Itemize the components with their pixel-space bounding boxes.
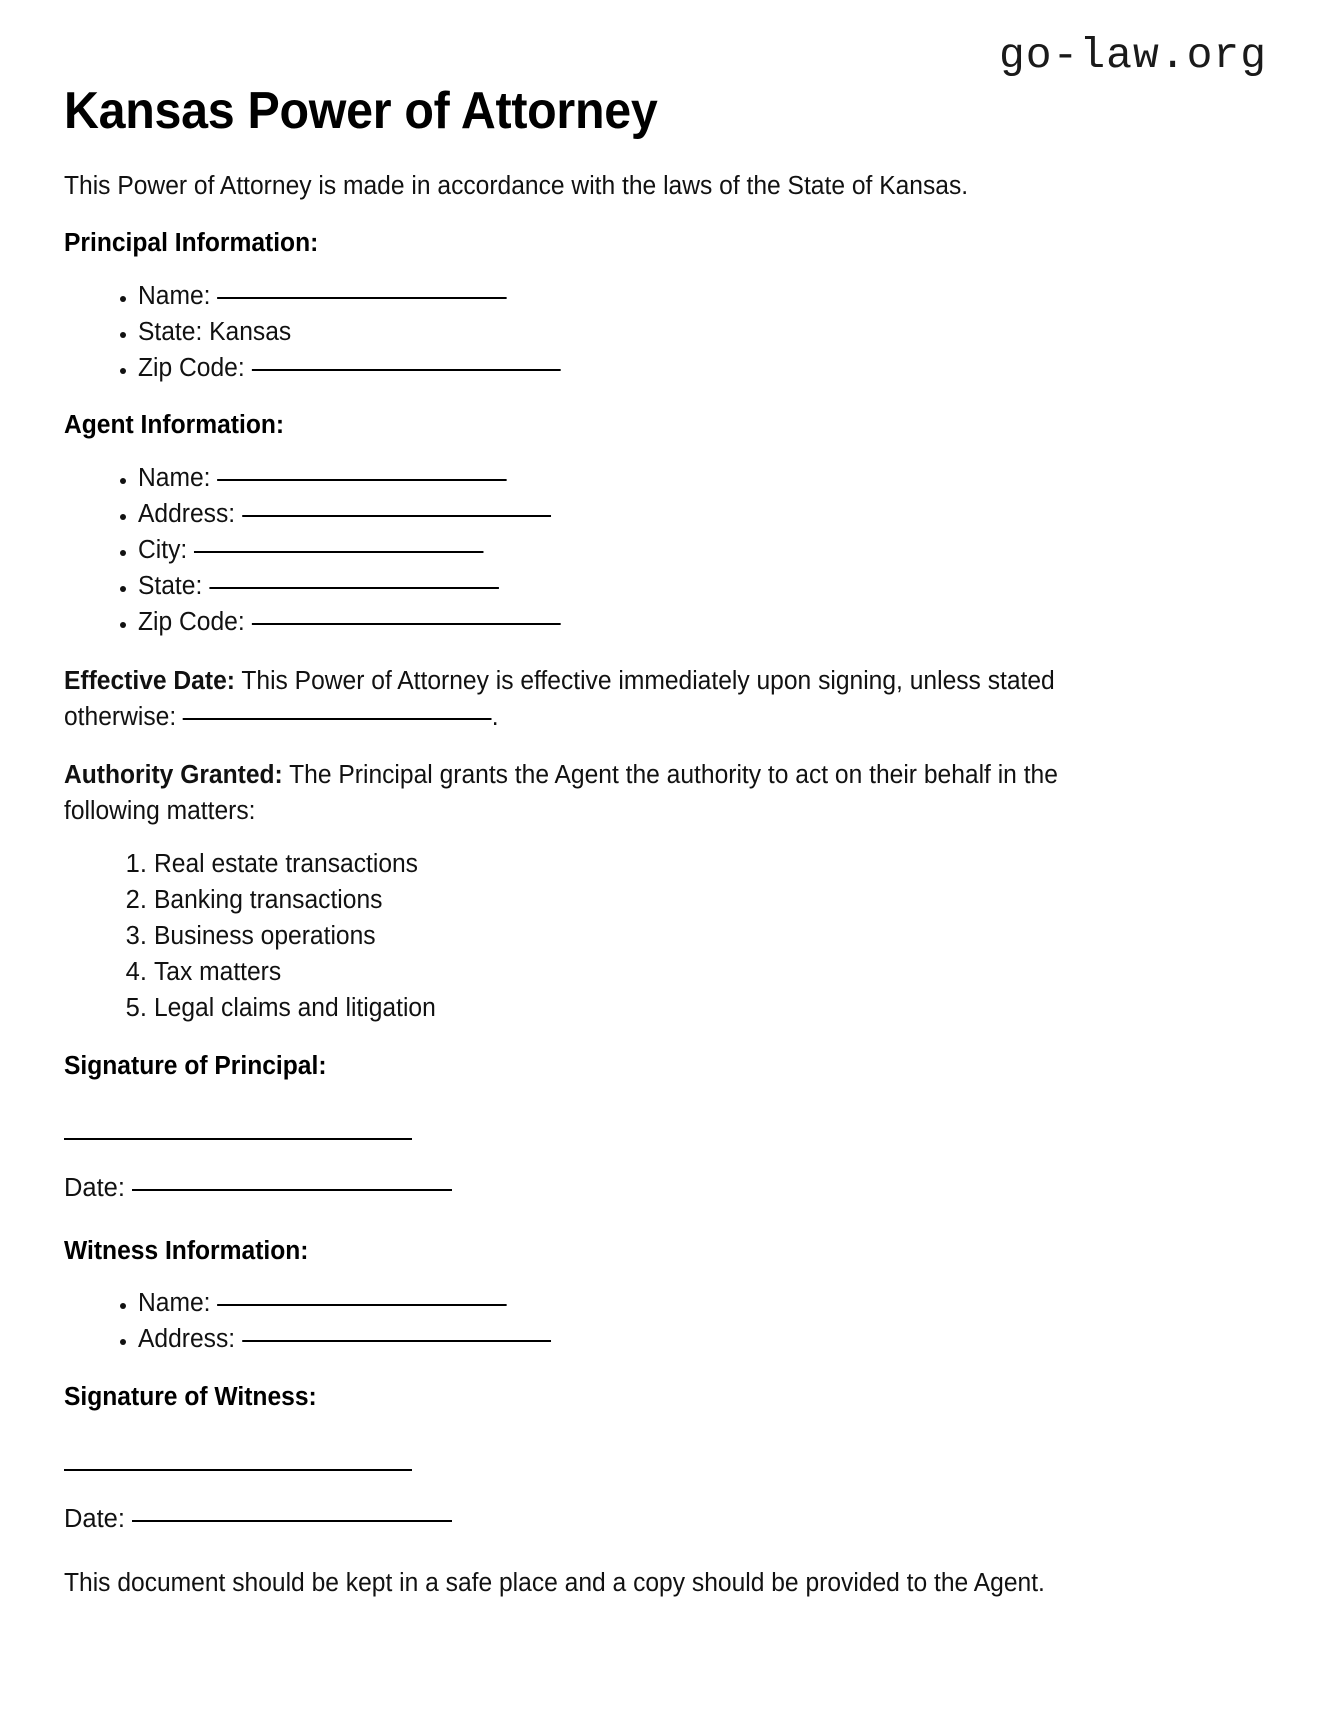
- intro-paragraph: This Power of Attorney is made in accordance with the laws of the State of Kansas.: [64, 172, 969, 200]
- witness-information-heading: Witness Information:: [64, 1236, 309, 1265]
- list-item: [138, 461, 1149, 497]
- agent-city-blank[interactable]: [194, 551, 484, 553]
- list-item: [138, 1322, 1149, 1358]
- effective-date-text: This Power of Attorney is effective immediately upon signing, unless stated otherwise:: [64, 666, 1055, 731]
- list-item: [138, 569, 1149, 605]
- effective-date-trailing: .: [491, 702, 499, 731]
- list-item: [138, 351, 1149, 387]
- effective-date-blank[interactable]: [183, 718, 492, 720]
- effective-date-paragraph: [64, 663, 1111, 735]
- list-item: [154, 883, 1149, 919]
- principal-state-value: State: Kansas: [138, 317, 292, 346]
- witness-name-label: Name:: [138, 1289, 211, 1318]
- witness-address-label: Address:: [138, 1325, 236, 1354]
- matter-item-3: Business operations: [154, 922, 376, 951]
- signature-of-witness-heading: Signature of Witness:: [64, 1383, 317, 1412]
- agent-zip-label: Zip Code:: [138, 607, 245, 636]
- list-item: [154, 919, 1149, 955]
- principal-information-heading: Principal Information:: [64, 229, 319, 258]
- footer-note: This document should be kept in a safe place and a copy should be provided to the Agent.: [64, 1568, 1045, 1597]
- matter-item-5: Legal claims and litigation: [154, 994, 436, 1023]
- agent-state-label: State:: [138, 571, 203, 600]
- matter-item-2: Banking transactions: [154, 886, 383, 915]
- authority-granted-text: The Principal grants the Agent the authority to act on their behalf in the following matters:: [64, 761, 1058, 826]
- site-logo: go-law.org: [998, 31, 1267, 80]
- agent-address-blank[interactable]: [242, 515, 551, 517]
- matter-item-1: Real estate transactions: [154, 850, 419, 879]
- page-title: Kansas Power of Attorney: [64, 82, 658, 140]
- witness-date-label: Date:: [64, 1504, 125, 1533]
- witness-address-blank[interactable]: [242, 1340, 551, 1342]
- document-body: [64, 168, 1149, 1601]
- agent-zip-blank[interactable]: [252, 623, 561, 625]
- authority-matters-list: [64, 847, 1149, 1027]
- list-item: [138, 279, 1149, 315]
- witness-date-line: [64, 1501, 1149, 1537]
- matter-item-4: Tax matters: [154, 958, 282, 987]
- witness-signature-line[interactable]: [64, 1469, 412, 1471]
- principal-date-line: [64, 1170, 1149, 1206]
- signature-of-principal-heading: Signature of Principal:: [64, 1052, 327, 1081]
- principal-name-label: Name:: [138, 281, 211, 310]
- list-item: [138, 497, 1149, 533]
- witness-information-list: [64, 1286, 1149, 1358]
- principal-zip-label: Zip Code:: [138, 353, 245, 382]
- agent-information-list: [64, 461, 1149, 641]
- agent-name-blank[interactable]: [217, 479, 507, 481]
- list-item: [154, 955, 1149, 991]
- list-item: [138, 605, 1149, 641]
- agent-state-blank[interactable]: [209, 587, 499, 589]
- authority-granted-lead: Authority Granted:: [64, 761, 283, 790]
- list-item: [154, 847, 1149, 883]
- list-item: [154, 991, 1149, 1027]
- agent-information-heading: Agent Information:: [64, 411, 285, 440]
- principal-date-blank[interactable]: [132, 1189, 452, 1191]
- principal-information-list: [64, 279, 1149, 387]
- principal-name-blank[interactable]: [217, 297, 507, 299]
- authority-granted-paragraph: [64, 757, 1111, 829]
- agent-address-label: Address:: [138, 499, 236, 528]
- list-item: [138, 315, 1149, 351]
- witness-date-blank[interactable]: [132, 1520, 452, 1522]
- principal-date-label: Date:: [64, 1173, 125, 1202]
- principal-zip-blank[interactable]: [252, 369, 561, 371]
- principal-signature-line[interactable]: [64, 1138, 412, 1140]
- agent-name-label: Name:: [138, 463, 211, 492]
- list-item: [138, 1286, 1149, 1322]
- witness-name-blank[interactable]: [217, 1304, 507, 1306]
- effective-date-lead: Effective Date:: [64, 666, 235, 695]
- agent-city-label: City:: [138, 535, 188, 564]
- list-item: [138, 533, 1149, 569]
